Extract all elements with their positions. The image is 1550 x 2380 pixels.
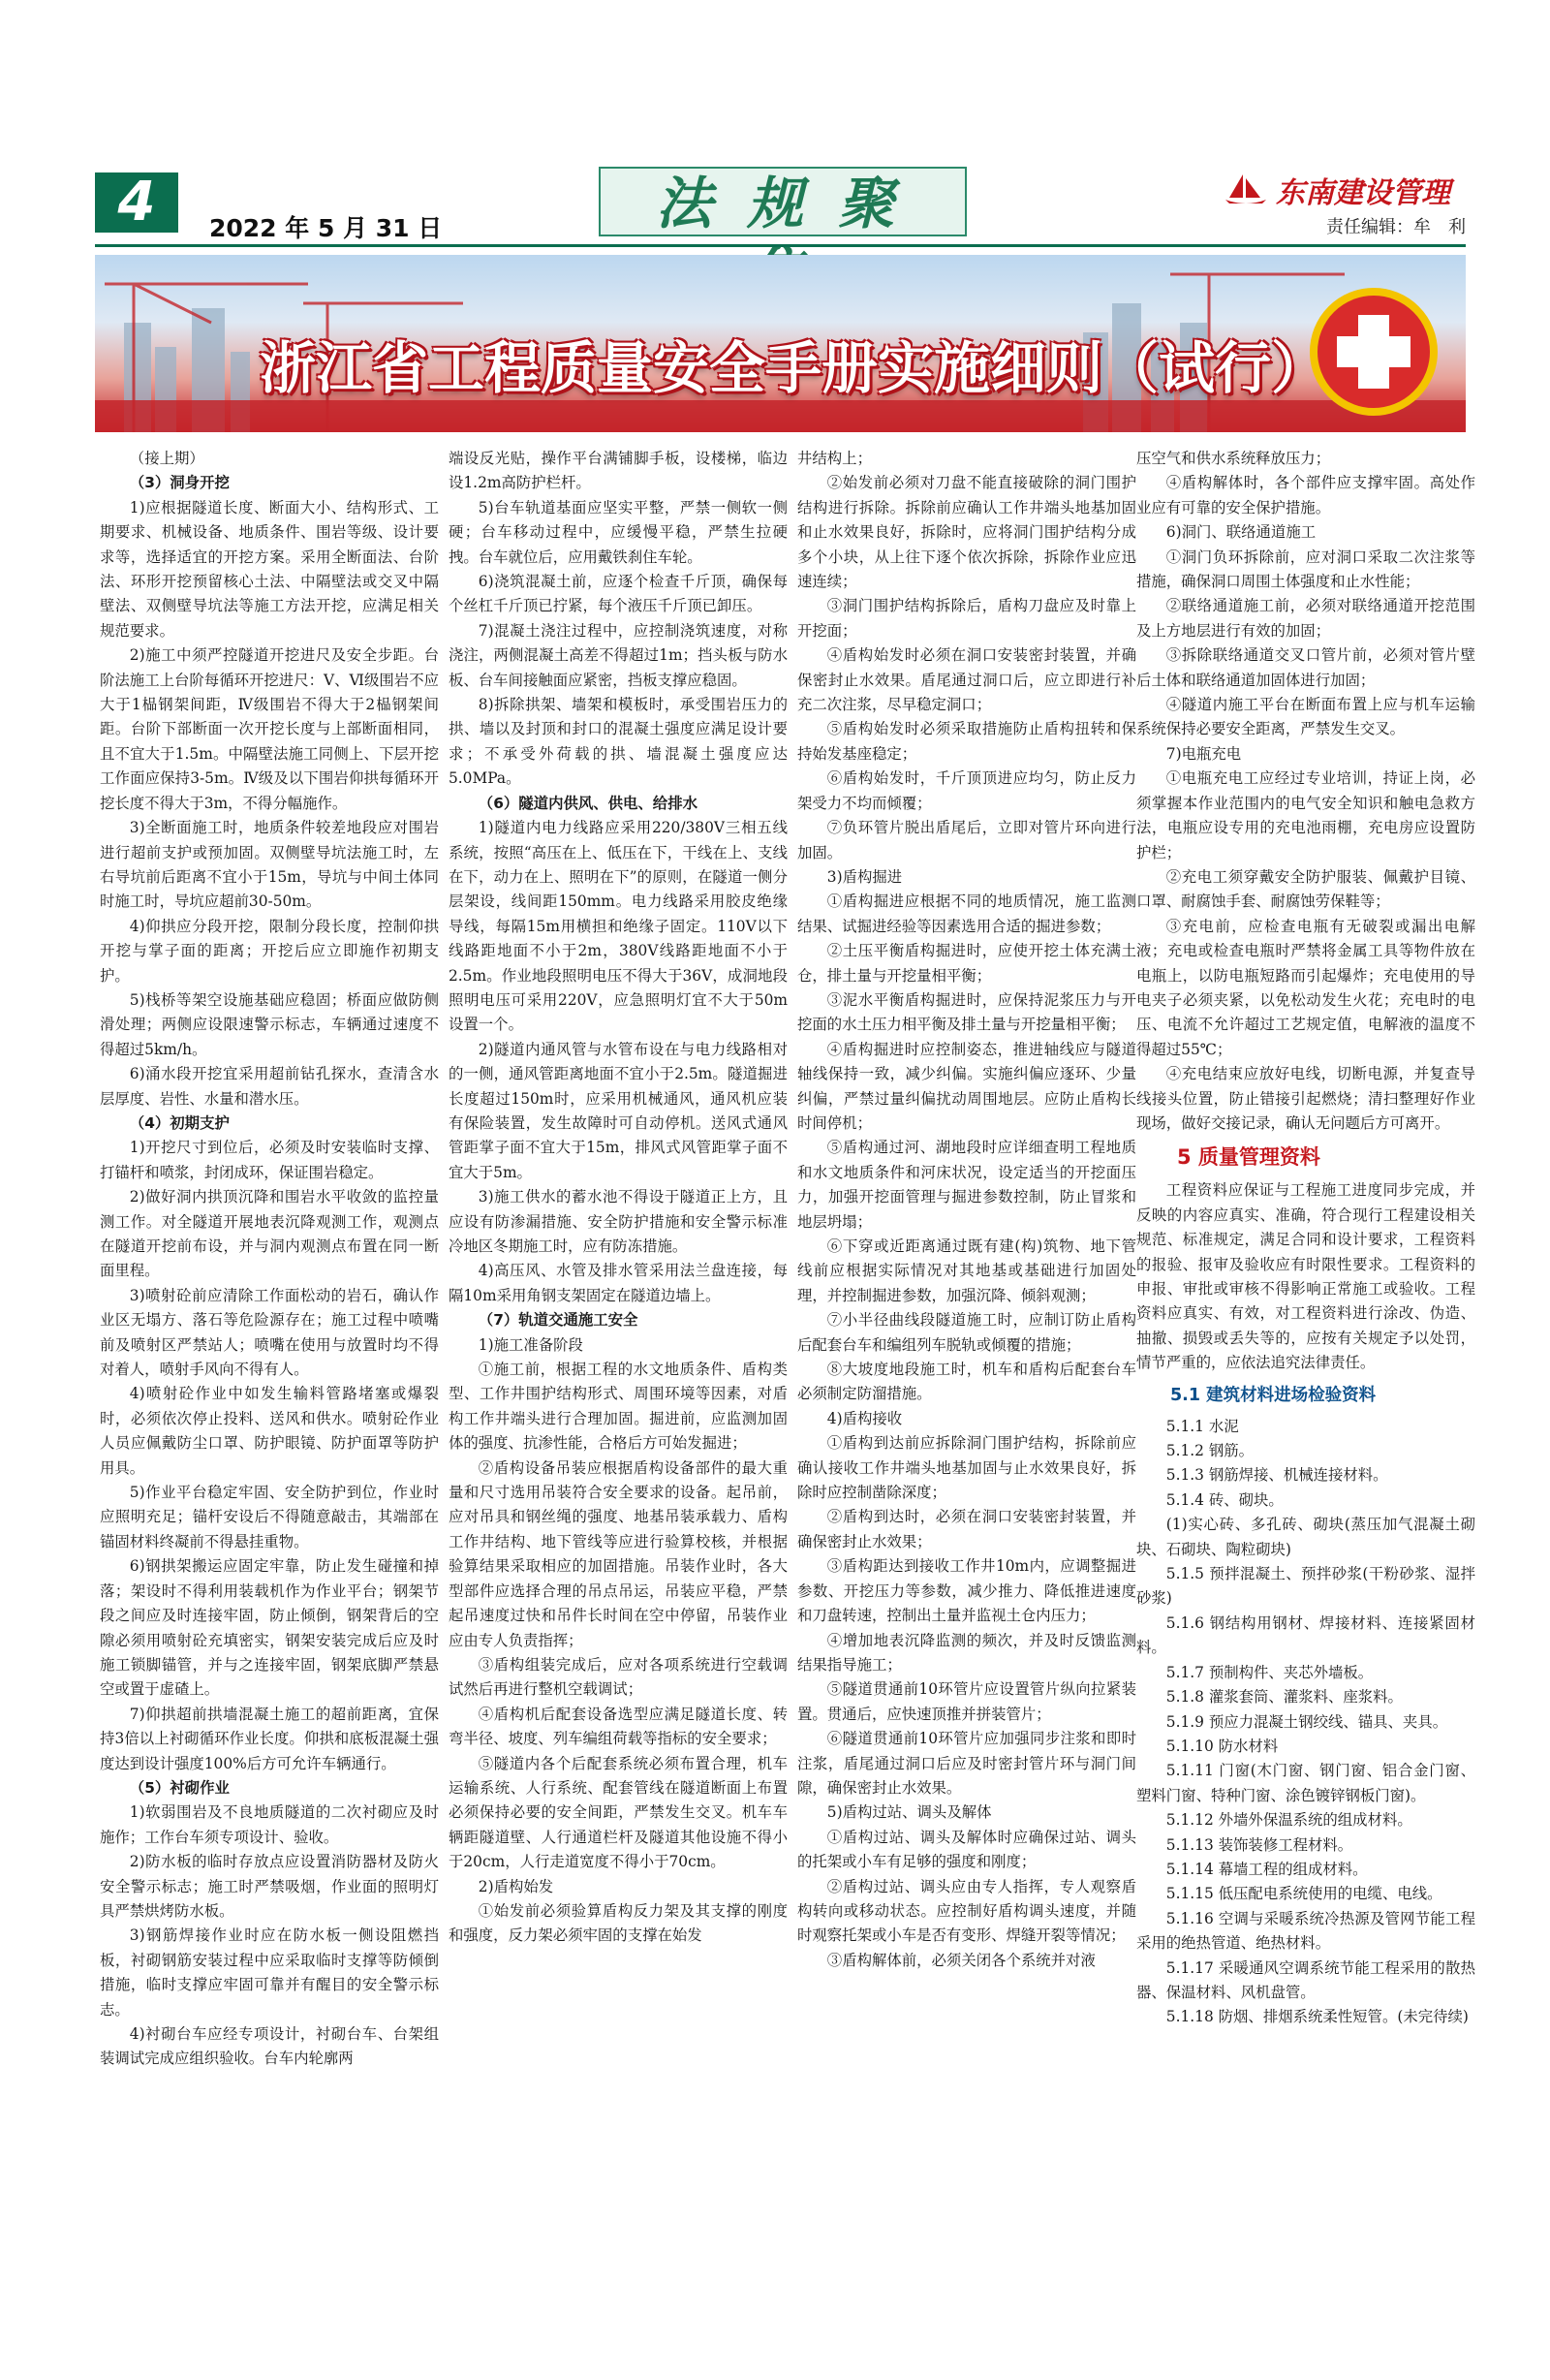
paragraph: 4)盾构接收	[826, 1409, 903, 1427]
paragraph: ⑦小半径曲线段隧道施工时，应制订防止盾构后配套台车和编组列车脱轨或倾覆的措施；	[797, 1311, 1136, 1354]
section-heading: 5 质量管理资料	[1177, 1145, 1320, 1170]
paragraph: ④盾构掘进时应控制姿态，推进轴线应与隧道轴线保持一致，减少纠偏。实施纠偏应逐环、少量纠偏，严禁过量纠偏扰动周围地层。应防止盾构长时间停机；	[797, 1040, 1136, 1132]
paragraph: 5.1.16 空调与采暖系统冷热源及管网节能工程采用的绝热管道、绝热材料。	[1136, 1909, 1475, 1953]
paragraph: 4)喷射砼作业中如发生输料管路堵塞或爆裂时，必须依次停止投料、送风和供水。喷射砼作业人员应佩戴防尘口罩、防护眼镜、防护面罩等防护用具。	[100, 1385, 439, 1477]
paragraph: 5.1.13 装饰装修工程材料。	[1165, 1835, 1353, 1854]
paragraph: ②盾构到达时，必须在洞口安装密封装置，并确保密封止水效果；	[797, 1508, 1136, 1550]
paragraph: 6)洞门、联络通道施工	[1165, 523, 1317, 542]
paragraph: 3)盾构掘进	[826, 867, 903, 886]
paragraph: 5)台车轨道基面应坚实平整，严禁一侧软一侧硬；台车移动过程中，应缓慢平稳，严禁生拉硬拽。台车就位后，应用戴铁刹住车轮。	[449, 498, 788, 566]
paragraph: ④盾构解体时，各个部件应支撑牢固。高处作业应有可靠的安全保护措施。	[1136, 474, 1475, 517]
paragraph: ②土压平衡盾构掘进时，应使开挖土体充满土仓，排土量与开挖量相平衡；	[797, 942, 1136, 985]
paragraph: 7)混凝土浇注过程中，应控制浇筑速度，对称浇注，两侧混凝土高差不得超过1m；挡头板与防水板、台车间接触面应紧密，挡板支撑应稳固。	[449, 621, 788, 689]
paragraph: ②始发前必须对刀盘不能直接破除的洞门围护结构进行拆除。拆除前应确认工作井端头地基加固和止水效果良好，拆除时，应将洞门围护结构分成多个小块，从上往下逐个依次拆除，拆除作业应迅速连续；	[797, 474, 1136, 591]
paragraph: ⑤盾构始发时必须采取措施防止盾构扭转和保持始发基座稳定；	[797, 720, 1136, 763]
paragraph: ③洞门围护结构拆除后，盾构刀盘应及时靠上开挖面；	[797, 597, 1136, 640]
column-3	[797, 447, 1136, 1973]
paragraph: (1)实心砖、多孔砖、砌块(蒸压加气混凝土砌块、石砌块、陶粒砌块)	[1136, 1516, 1475, 1558]
paragraph: ⑥隧道贯通前10环管片应加强同步注浆和即时注浆，盾尾通过洞口后应及时密封管片环与洞门间隙，确保密封止水效果。	[797, 1730, 1136, 1797]
paragraph: ①盾构掘进应根据不同的地质情况，施工监测结果、试掘进经验等因素选用合适的掘进参数；	[797, 892, 1136, 935]
paragraph: ①洞门负环拆除前，应对洞口采取二次注浆等措施，确保洞口周围土体强度和止水性能；	[1136, 548, 1475, 591]
paragraph: ③盾构组装完成后，应对各项系统进行空载调试然后再进行整机空载调试；	[449, 1655, 788, 1699]
paragraph: ④隧道内施工平台在断面布置上应与机车运输系统保持必要安全距离，严禁发生交叉。	[1136, 696, 1475, 738]
paragraph: 3)施工供水的蓄水池不得设于隧道正上方，且应设有防渗漏措施、安全防护措施和安全警示标准冷地区冬期施工时，应有防冻措施。	[449, 1188, 788, 1255]
paragraph: 3)喷射砼前应清除工作面松动的岩石，确认作业区无塌方、落石等危险源存在；施工过程中喷嘴前及喷射区严禁站人；喷嘴在使用与放置时均不得对着人，喷射手风向不得有人。	[100, 1286, 439, 1379]
paragraph: 5)作业平台稳定牢固、安全防护到位，作业时应照明充足；锚杆安设后不得随意敲击，其端部在锚固材料终凝前不得悬挂重物。	[100, 1484, 439, 1550]
paragraph: 5.1.6 钢结构用钢材、焊接材料、连接紧固材料。	[1136, 1613, 1475, 1657]
headline: 浙江省工程质量安全手册实施细则（试行）	[260, 335, 1328, 401]
paragraph: ②联络通道施工前，必须对联络通道开挖范围及上方地层进行有效的加固；	[1136, 597, 1475, 640]
paragraph: 6)涌水段开挖宜采用超前钻孔探水，查清含水层厚度、岩性、水量和潜水压。	[100, 1065, 439, 1108]
paragraph: 压空气和供水系统释放压力；	[1136, 450, 1331, 467]
section-heading: 5.1 建筑材料进场检验资料	[1170, 1385, 1377, 1405]
paragraph: ③充电前，应检查电瓶有无破裂或漏出电解液；充电或检查电瓶时严禁将金属工具等物件放在电瓶上，以防电瓶短路而引起爆炸；充电使用的导电夹子必须夹紧，以免松动发生火花；充电时的电压、电流不允许超过工艺规定值，电解液的温度不得超过55℃；	[1136, 917, 1475, 1058]
paragraph: ⑦负环管片脱出盾尾后，立即对管片环向进行加固。	[797, 819, 1136, 861]
paragraph: ③盾构解体前，必须关闭各个系统并对液	[826, 1951, 1096, 1969]
paragraph: ⑤隧道贯通前10环管片应设置管片纵向拉紧装置。贯通后，应快速顶推并拼装管片；	[797, 1680, 1136, 1723]
paragraph: 1)施工准备阶段	[478, 1335, 583, 1354]
paragraph: 5.1.17 采暖通风空调系统节能工程采用的散热器、保温材料、风机盘管。	[1136, 1958, 1475, 2001]
column-4	[1136, 447, 1475, 2030]
paragraph: 7)仰拱超前拱墙混凝土施工的超前距离，宜保持3倍以上衬砌循环作业长度。仰拱和底板混凝土强度达到设计强度100%后方可允许车辆通行。	[100, 1705, 439, 1772]
paragraph: 4)高压风、水管及排水管采用法兰盘连接，每隔10m采用角钢支架固定在隧道边墙上。	[449, 1262, 788, 1304]
page-number: 4	[95, 172, 178, 233]
editor-credit: 责任编辑：牟 利	[1326, 217, 1466, 237]
paragraph: 1)开挖尺寸到位后，必须及时安装临时支撑、打锚杆和喷浆，封闭成环，保证围岩稳定。	[100, 1139, 439, 1181]
column-2	[449, 447, 788, 1949]
paragraph: 6)钢拱架搬运应固定牢靠，防止发生碰撞和掉落；架设时不得利用装载机作为作业平台；钢架节段之间应及时连接牢固，防止倾倒，钢架背后的空隙必须用喷射砼充填密实，钢架安装完成后应及时施工锁脚锚管，并与之连接牢固，钢架底脚严禁悬空或置于虚碴上。	[100, 1557, 439, 1699]
paragraph: 5.1.18 防烟、排烟系统柔性短管。(未完待续)	[1165, 2008, 1469, 2026]
paragraph: （接上期）	[129, 450, 204, 467]
column-1	[100, 447, 439, 2072]
paragraph: ③盾构距达到接收工作井10m内，应调整掘进参数、开挖压力等参数，减少推力、降低推进速度和刀盘转速，控制出土量并监视土仓内压力；	[797, 1557, 1136, 1625]
paragraph: 2)做好洞内拱顶沉降和围岩水平收敛的监控量测工作。对全隧道开展地表沉降观测工作，观测点在隧道开挖前布设，并与洞内观测点布置在同一断面里程。	[100, 1188, 439, 1280]
sailboat-logo-icon	[1224, 172, 1268, 205]
paragraph: 井结构上；	[797, 450, 872, 467]
paragraph: ④增加地表沉降监测的频次，并及时反馈监测结果指导施工；	[797, 1631, 1136, 1674]
paragraph: 工程资料应保证与工程施工进度同步完成，并反映的内容应真实、准确，符合现行工程建设相关规范、标准规定，满足合同和设计要求，工程资料的报验、报审及验收应有时限性要求。工程资料的申报、审批或审核不得影响正常施工或验收。工程资料应真实、有效，对工程资料进行涂改、伪造、抽撤、损毁或丢失等的，应按有关规定予以处罚，情节严重的，应依法追究法律责任。	[1136, 1181, 1475, 1372]
paragraph: ④充电结束应放好电线，切断电源，并复查导线接头位置，防止错接引起燃烧；清扫整理好作业现场，做好交接记录，确认无问题后方可离开。	[1136, 1065, 1475, 1132]
paragraph: ②充电工须穿戴安全防护服装、佩戴护目镜、口罩、耐腐蚀手套、耐腐蚀劳保鞋等；	[1136, 867, 1475, 911]
paragraph: 5.1.3 钢筋焊接、机械连接材料。	[1165, 1466, 1388, 1485]
paragraph: 5.1.5 预拌混凝土、预拌砂浆(干粉砂浆、湿拌砂浆)	[1136, 1565, 1475, 1608]
paragraph: 2)防水板的临时存放点应设置消防器材及防火安全警示标志；施工时严禁吸烟，作业面的照明灯具严禁烘烤防水板。	[100, 1853, 439, 1920]
emblem-icon	[1314, 292, 1434, 412]
paragraph: 2)盾构始发	[478, 1877, 554, 1895]
publication-name: 东南建设管理	[1276, 176, 1450, 210]
paragraph: ⑤盾构通过河、湖地段时应详细查明工程地质和水文地质条件和河床状况，设定适当的开挖面压力，加强开挖面管理与掘进参数控制，防止冒浆和地层坍塌；	[797, 1139, 1136, 1231]
paragraph: ②盾构设备吊装应根据盾构设备部件的最大重量和尺寸选用吊装符合安全要求的设备。起吊前，应对吊具和钢丝绳的强度、地基吊装承载力、盾构工作井结构、地下管线等应进行验算校核，并根据验算结果采取相应的加固措施。吊装作业时，各大型部件应选择合理的吊点吊运，吊装应平稳，严禁起吊速度过快和吊件长时间在空中停留，吊装作业应由专人负责指挥；	[449, 1458, 788, 1649]
issue-date: 2022 年 5 月 31 日	[209, 214, 443, 242]
section-heading: （6）隧道内供风、供电、给排水	[478, 794, 698, 812]
paragraph: ⑥下穿或近距离通过既有建(构)筑物、地下管线前应根据实际情况对其地基或基础进行加固处理，并控制掘进参数，加强沉降、倾斜观测；	[797, 1237, 1136, 1304]
paragraph: ②盾构过站、调头应由专人指挥，专人观察盾构转向或移动状态。应控制好盾构调头速度，并随时观察托架或小车是否有变形、焊缝开裂等情况；	[797, 1877, 1136, 1945]
paragraph: ⑧大坡度地段施工时，机车和盾构后配套台车必须制定防溜措施。	[797, 1361, 1136, 1403]
section-title: 法规聚	[599, 167, 967, 236]
paragraph: 5.1.4 砖、砌块。	[1165, 1490, 1284, 1509]
paragraph: 6)浇筑混凝土前，应逐个检查千斤顶，确保每个丝杠千斤顶已拧紧，每个液压千斤顶已卸压。	[449, 573, 788, 615]
headline-banner	[95, 255, 1466, 432]
paragraph: 7)电瓶充电	[1165, 744, 1242, 763]
paragraph: 5.1.15 低压配电系统使用的电缆、电线。	[1165, 1885, 1442, 1903]
publication-logo	[1224, 165, 1466, 209]
paragraph: 3)钢筋焊接作业时应在防水板一侧设阻燃挡板，衬砌钢筋安装过程中应采取临时支撑等防倾倒措施，临时支撑应牢固可靠并有醒目的安全警示标志。	[100, 1926, 439, 2019]
paragraph: 5.1.2 钢筋。	[1165, 1442, 1255, 1460]
paragraph: ①盾构到达前应拆除洞门围护结构，拆除前应确认接收工作井端头地基加固与止水效果良好，拆除时应控制凿除深度；	[797, 1434, 1136, 1502]
paragraph: 8)拆除拱架、墙架和模板时，承受围岩压力的拱、墙以及封顶和封口的混凝土强度应满足设计要求；不承受外荷载的拱、墙混凝土强度应达5.0MPa。	[449, 696, 788, 788]
paragraph: ①盾构过站、调头及解体时应确保过站、调头的托架或小车有足够的强度和刚度；	[797, 1828, 1136, 1871]
paragraph: ⑥盾构始发时，千斤顶顶进应均匀，防止反力架受力不均而倾覆；	[797, 769, 1136, 812]
paragraph: 5.1.14 幕墙工程的组成材料。	[1165, 1860, 1368, 1878]
paragraph: 1)隧道内电力线路应采用220/380V三相五线系统，按照“高压在上、低压在下，干线在上、支线在下，动力在上、照明在下”的原则，在隧道一侧分层架设，线间距150mm。电力线路采用胶皮绝缘导线，每隔15m用横担和绝缘子固定。110V以下线路距地面不小于2m，380V线路距地面不小于2.5m。作业地段照明电压不得大于36V，成洞地段照明电压可采用220V，应急照明灯宜不大于50m设置一个。	[449, 819, 788, 1034]
paragraph: 5.1.10 防水材料	[1165, 1737, 1279, 1755]
paragraph: 5.1.9 预应力混凝土钢绞线、锚具、夹具。	[1165, 1712, 1448, 1731]
paragraph: 5.1.12 外墙外保温系统的组成材料。	[1165, 1811, 1412, 1830]
paragraph: 端设反光贴，操作平台满铺脚手板，设楼梯，临边设1.2m高防护栏杆。	[449, 450, 788, 492]
paragraph: ③泥水平衡盾构掘进时，应保持泥浆压力与开挖面的水土压力相平衡及排土量与开挖量相平衡；	[797, 990, 1136, 1034]
paragraph: ①始发前必须验算盾构反力架及其支撑的刚度和强度，反力架必须牢固的支撑在始发	[449, 1901, 788, 1945]
paragraph: 5.1.11 门窗(木门窗、钢门窗、铝合金门窗、塑料门窗、特种门窗、涂色镀锌钢板门窗)。	[1136, 1762, 1475, 1804]
paragraph: 2)施工中须严控隧道开挖进尺及安全步距。台阶法施工上台阶每循环开挖进尺：Ⅴ、Ⅵ级围岩不应大于1榀钢架间距，Ⅳ级围岩不得大于2榀钢架间距。台阶下部断面一次开挖长度与上部断面相同，且不宜大于1.5m。中隔壁法施工同侧上、下层开挖工作面应保持3-5m。Ⅳ级及以下围岩仰拱每循环开挖长度不得大于3m，不得分幅施作。	[100, 646, 439, 812]
section-heading: （5）衬砌作业	[129, 1778, 230, 1797]
paragraph: 4)衬砌台车应经专项设计，衬砌台车、台架组装调试完成应组织验收。台车内轮廓两	[100, 2025, 439, 2068]
section-heading: （3）洞身开挖	[129, 474, 230, 492]
paragraph: ④盾构始发时必须在洞口安装密封装置，并确保密封止水效果。盾尾通过洞口后，应立即进行补充二次注浆，尽早稳定洞口；	[797, 646, 1136, 714]
paragraph: 5)栈桥等架空设施基础应稳固；桥面应做防侧滑处理；两侧应设限速警示标志，车辆通过速度不得超过5km/h。	[100, 990, 439, 1058]
paragraph: 2)隧道内通风管与水管布设在与电力线路相对的一侧，通风管距离地面不宜小于2.5m。隧道掘进长度超过150m时，应采用机械通风，通风机应装有保险装置，发生故障时可自动停机。送风式通风管距掌子面不宜大于15m，排风式风管距掌子面不宜大于5m。	[449, 1040, 788, 1181]
paragraph: ⑤隧道内各个后配套系统必须布置合理，机车运输系统、人行系统、配套管线在隧道断面上布置必须保持必要的安全间距，严禁发生交叉。机车车辆距隧道壁、人行通道栏杆及隧道其他设施不得小于20cm，人行走道宽度不得小于70cm。	[449, 1754, 788, 1871]
header-rule	[95, 244, 1466, 247]
paragraph: ④盾构机后配套设备选型应满足隧道长度、转弯半径、坡度、列车编组荷载等指标的安全要求；	[449, 1705, 788, 1748]
section-heading: （4）初期支护	[129, 1113, 230, 1132]
paragraph: ①电瓶充电工应经过专业培训，持证上岗，必须掌握本作业范围内的电气安全知识和触电急救方法，电瓶应设专用的充电池雨棚，充电房应设置防护栏；	[1136, 769, 1475, 861]
paragraph: 5.1.7 预制构件、夹芯外墙板。	[1165, 1663, 1374, 1681]
paragraph: 1)软弱围岩及不良地质隧道的二次衬砌应及时施作；工作台车须专项设计、验收。	[100, 1803, 439, 1846]
paragraph: 3)全断面施工时，地质条件较差地段应对围岩进行超前支护或预加固。双侧壁导坑法施工时，左右导坑前后距离不宜小于15m，导坑与中间土体同时施工时，导坑应超前30-50m。	[100, 819, 439, 911]
paragraph: 4)仰拱应分段开挖，限制分段长度，控制仰拱开挖与掌子面的距离；开挖后应立即施作初期支护。	[100, 917, 439, 985]
paragraph: ③拆除联络通道交叉口管片前，必须对管片壁后土体和联络通道加固体进行加固；	[1136, 646, 1475, 689]
paragraph: 1)应根据隧道长度、断面大小、结构形式、工期要求、机械设备、地质条件、围岩等级、设计要求等，选择适宜的开挖方案。采用全断面法、台阶法、环形开挖预留核心土法、中隔壁法或交叉中隔壁法、双侧壁导坑法等施工方法开挖，应满足相关规范要求。	[100, 498, 439, 640]
masthead	[95, 163, 1466, 242]
paragraph: ①施工前，根据工程的水文地质条件、盾构类型、工作井围护结构形式、周围环境等因素，对盾构工作井端头进行合理加固。掘进前，应监测加固体的强度、抗渗性能，合格后方可始发掘进；	[449, 1361, 788, 1453]
paragraph: 5.1.8 灌浆套筒、灌浆料、座浆料。	[1165, 1688, 1403, 1707]
section-heading: （7）轨道交通施工安全	[478, 1311, 638, 1330]
paragraph: 5.1.1 水泥	[1165, 1417, 1239, 1435]
paragraph: 5)盾构过站、调头及解体	[826, 1803, 992, 1822]
